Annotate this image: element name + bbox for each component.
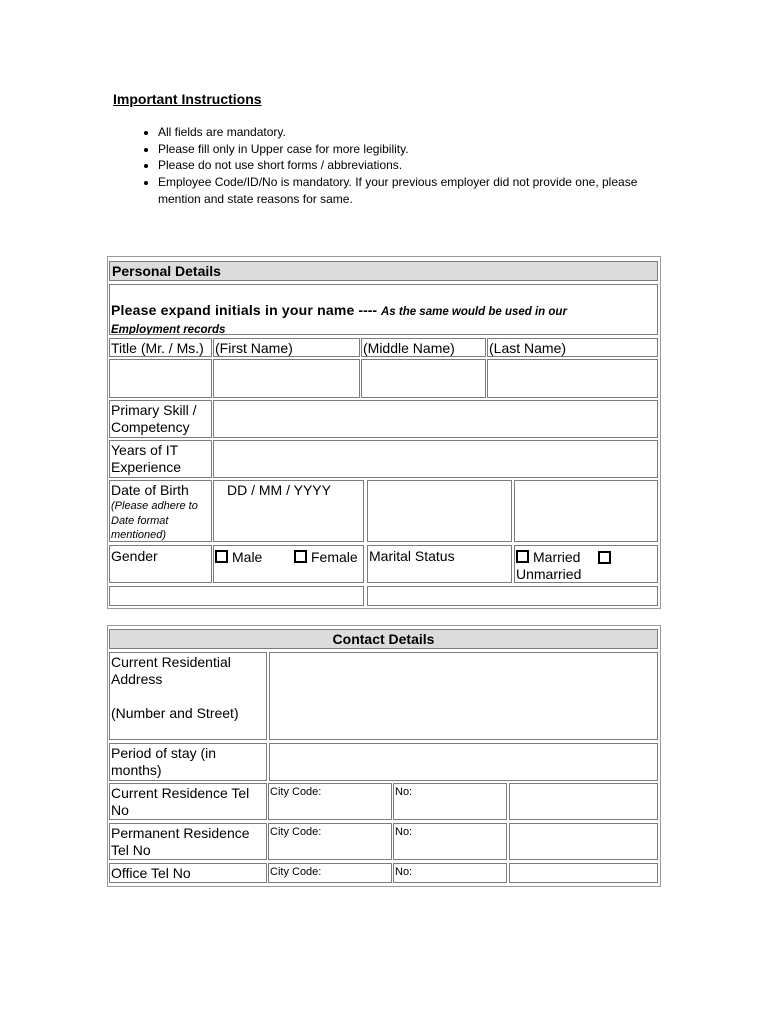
years-it-input[interactable] xyxy=(213,440,658,478)
city-code-label: City Code: xyxy=(270,866,322,878)
female-option[interactable] xyxy=(294,549,358,566)
personal-extra-row-right xyxy=(367,586,658,606)
female-checkbox[interactable] xyxy=(294,550,307,563)
city-code-label: City Code: xyxy=(270,786,322,798)
dob-input[interactable] xyxy=(213,480,364,542)
office-no-input[interactable] xyxy=(393,863,507,883)
office-tel-extra[interactable] xyxy=(509,863,658,883)
instruction-item: • Please do not use short forms / abbreviations. xyxy=(158,157,658,174)
last-name-input[interactable] xyxy=(487,359,658,398)
address-sub-label: (Number and Street) xyxy=(111,705,239,721)
personal-details-header: Personal Details xyxy=(109,261,658,281)
current-residence-tel-label: Current Residence Tel No xyxy=(109,783,267,820)
permanent-no-input[interactable] xyxy=(393,823,507,860)
married-label: Married xyxy=(533,549,581,565)
marital-status-label: Marital Status xyxy=(367,545,512,583)
primary-skill-label: Primary Skill / Competency xyxy=(109,400,212,438)
dob-label: Date of Birth xyxy=(111,482,189,498)
expand-italic-inline: As the same would be used in our xyxy=(380,306,567,318)
last-name-column-header: (Last Name) xyxy=(487,338,658,357)
male-label: Male xyxy=(232,549,263,565)
dob-format-hint: DD / MM / YYYY xyxy=(227,482,331,498)
female-label: Female xyxy=(311,549,358,565)
expand-dashes: ---- xyxy=(354,302,378,318)
permanent-city-code-input[interactable] xyxy=(268,823,392,860)
address-label: Current Residential Address xyxy=(111,654,231,687)
title-column-header: Title (Mr. / Ms.) xyxy=(109,338,212,357)
years-it-label: Years of IT Experience xyxy=(109,440,212,478)
instructions-heading: Important Instructions xyxy=(113,91,262,107)
city-code-label: City Code: xyxy=(270,826,322,838)
expand-initials-note xyxy=(109,284,658,335)
dob-extra-cell xyxy=(367,480,512,542)
current-city-code-input[interactable] xyxy=(268,783,392,820)
first-name-input[interactable] xyxy=(213,359,360,398)
gender-label: Gender xyxy=(109,545,212,583)
dob-label-cell xyxy=(109,480,212,542)
instruction-item: • Employee Code/ID/No is mandatory. If your previous employer did not provide one, please mention and state reasons for same. xyxy=(158,174,658,207)
primary-skill-input[interactable] xyxy=(213,400,658,438)
no-label: No: xyxy=(395,786,413,798)
middle-name-column-header: (Middle Name) xyxy=(361,338,486,357)
married-checkbox[interactable] xyxy=(516,550,529,563)
married-option[interactable] xyxy=(516,549,580,566)
marital-options xyxy=(514,545,658,583)
expand-italic-line2: Employment records xyxy=(111,323,226,335)
first-name-column-header: (First Name) xyxy=(213,338,360,357)
gender-options xyxy=(213,545,364,583)
office-tel-label: Office Tel No xyxy=(109,863,267,883)
address-input[interactable] xyxy=(269,652,658,740)
male-checkbox[interactable] xyxy=(215,550,228,563)
instructions-list xyxy=(130,124,658,208)
permanent-tel-extra[interactable] xyxy=(509,823,658,860)
middle-name-input[interactable] xyxy=(361,359,486,398)
unmarried-label[interactable]: Unmarried xyxy=(516,566,582,582)
dob-extra-cell-2 xyxy=(514,480,658,542)
contact-details-header: Contact Details xyxy=(109,629,658,649)
current-tel-extra[interactable] xyxy=(509,783,658,820)
title-input[interactable] xyxy=(109,359,212,398)
no-label: No: xyxy=(395,866,413,878)
period-of-stay-input[interactable] xyxy=(269,743,658,781)
personal-extra-row-left xyxy=(109,586,364,606)
dob-format-note: (Please adhere to Date format mentioned) xyxy=(111,500,198,541)
permanent-residence-tel-label: Permanent Residence Tel No xyxy=(109,823,267,860)
instruction-item: • All fields are mandatory. xyxy=(158,124,658,141)
expand-initials-bold: Please expand initials in your name xyxy=(111,302,355,318)
period-of-stay-label: Period of stay (in months) xyxy=(109,743,267,781)
current-no-input[interactable] xyxy=(393,783,507,820)
instruction-item: • Please fill only in Upper case for more legibility. xyxy=(158,141,658,158)
male-option[interactable] xyxy=(215,549,262,566)
address-label-cell xyxy=(109,652,267,740)
office-city-code-input[interactable] xyxy=(268,863,392,883)
no-label: No: xyxy=(395,826,413,838)
unmarried-checkbox[interactable] xyxy=(598,551,611,564)
